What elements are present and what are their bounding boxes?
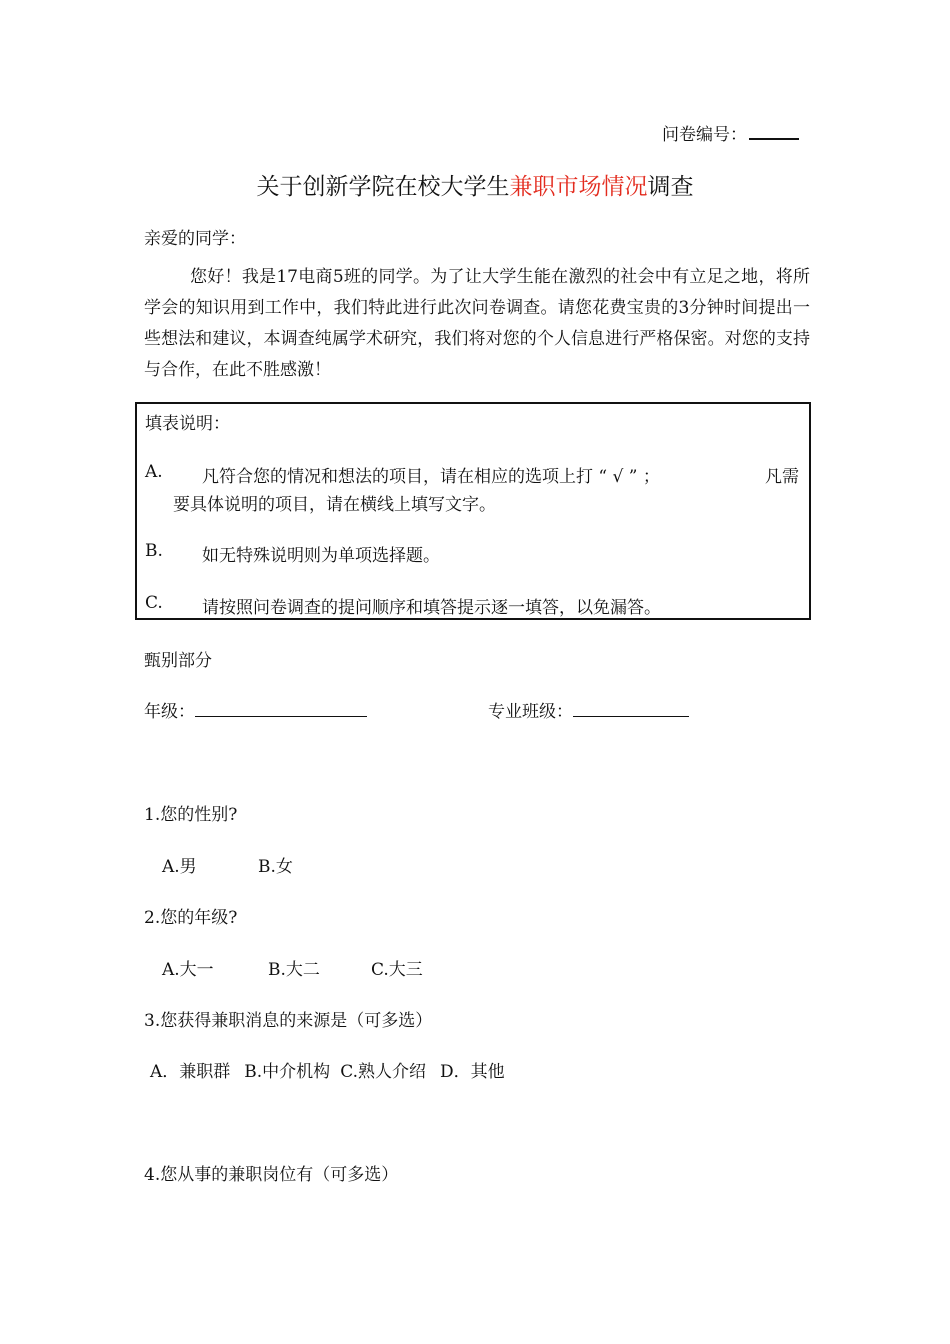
q2-option-a[interactable]: A.大一 [162,960,214,980]
q2-option-c[interactable]: C.大三 [371,960,423,980]
grade-field [144,697,367,722]
title-part2: 调查 [647,174,694,200]
q3-option-c[interactable]: C.熟人介绍 [340,1062,426,1082]
instruction-a-line1: 凡符合您的情况和想法的项目，请在相应的选项上打 “ √ ” ； [202,467,660,487]
screening-section-title: 甄别部分 [144,651,212,671]
question-3: 3.您获得兼职消息的来源是（可多选） [144,1011,433,1031]
instructions-title: 填表说明： [145,414,230,434]
instruction-c-text: 请按照问卷调查的提问顺序和填答提示逐一填答，以免漏答。 [202,598,661,618]
q3-option-b[interactable]: B.中介机构 [244,1062,331,1082]
questionnaire-number-blank[interactable] [749,124,799,140]
questionnaire-number-label: 问卷编号： [662,125,747,145]
intro-paragraph: 您好！我是17电商5班的同学。为了让大学生能在激烈的社会中有立足之地，将所学会的知识用到工作中，我们特此进行此次问卷调查。请您花费宝贵的3分钟时间提出一些想法和建议，本调查纯属学术研究，我们将对您的个人信息进行严格保密。对您的支持与合作，在此不胜感激！ [144,267,810,380]
major-class-label: 专业班级： [488,702,573,722]
question-2: 2.您的年级? [144,908,238,928]
instructions-box [135,402,811,620]
q2-option-b[interactable]: B.大二 [268,960,320,980]
page-title [0,168,950,201]
instruction-a-marker: A. [145,462,163,482]
grade-label: 年级： [144,702,195,722]
title-highlight: 兼职市场情况 [509,174,648,200]
q1-option-b[interactable]: B.女 [258,857,293,877]
instruction-b-text: 如无特殊说明则为单项选择题。 [202,546,440,566]
q3-options [150,1057,505,1082]
instruction-b-marker: B. [145,541,163,561]
question-1: 1.您的性别? [144,805,238,825]
major-class-field [488,697,689,722]
instruction-a-line2: 要具体说明的项目，请在横线上填写文字。 [173,495,496,515]
instruction-a-line1-tail: 凡需 [765,467,799,487]
title-part1: 关于创新学院在校大学生 [256,174,510,200]
q3-option-a[interactable]: A．兼职群 [150,1062,231,1082]
q3-option-d[interactable]: D．其他 [440,1062,505,1082]
grade-input-line[interactable] [195,700,367,717]
questionnaire-number [662,120,799,145]
q1-option-a[interactable]: A.男 [162,857,197,877]
greeting: 亲爱的同学： [144,229,246,249]
major-class-input-line[interactable] [573,700,689,717]
instruction-c-marker: C. [145,593,163,613]
question-4: 4.您从事的兼职岗位有（可多选） [144,1165,399,1185]
